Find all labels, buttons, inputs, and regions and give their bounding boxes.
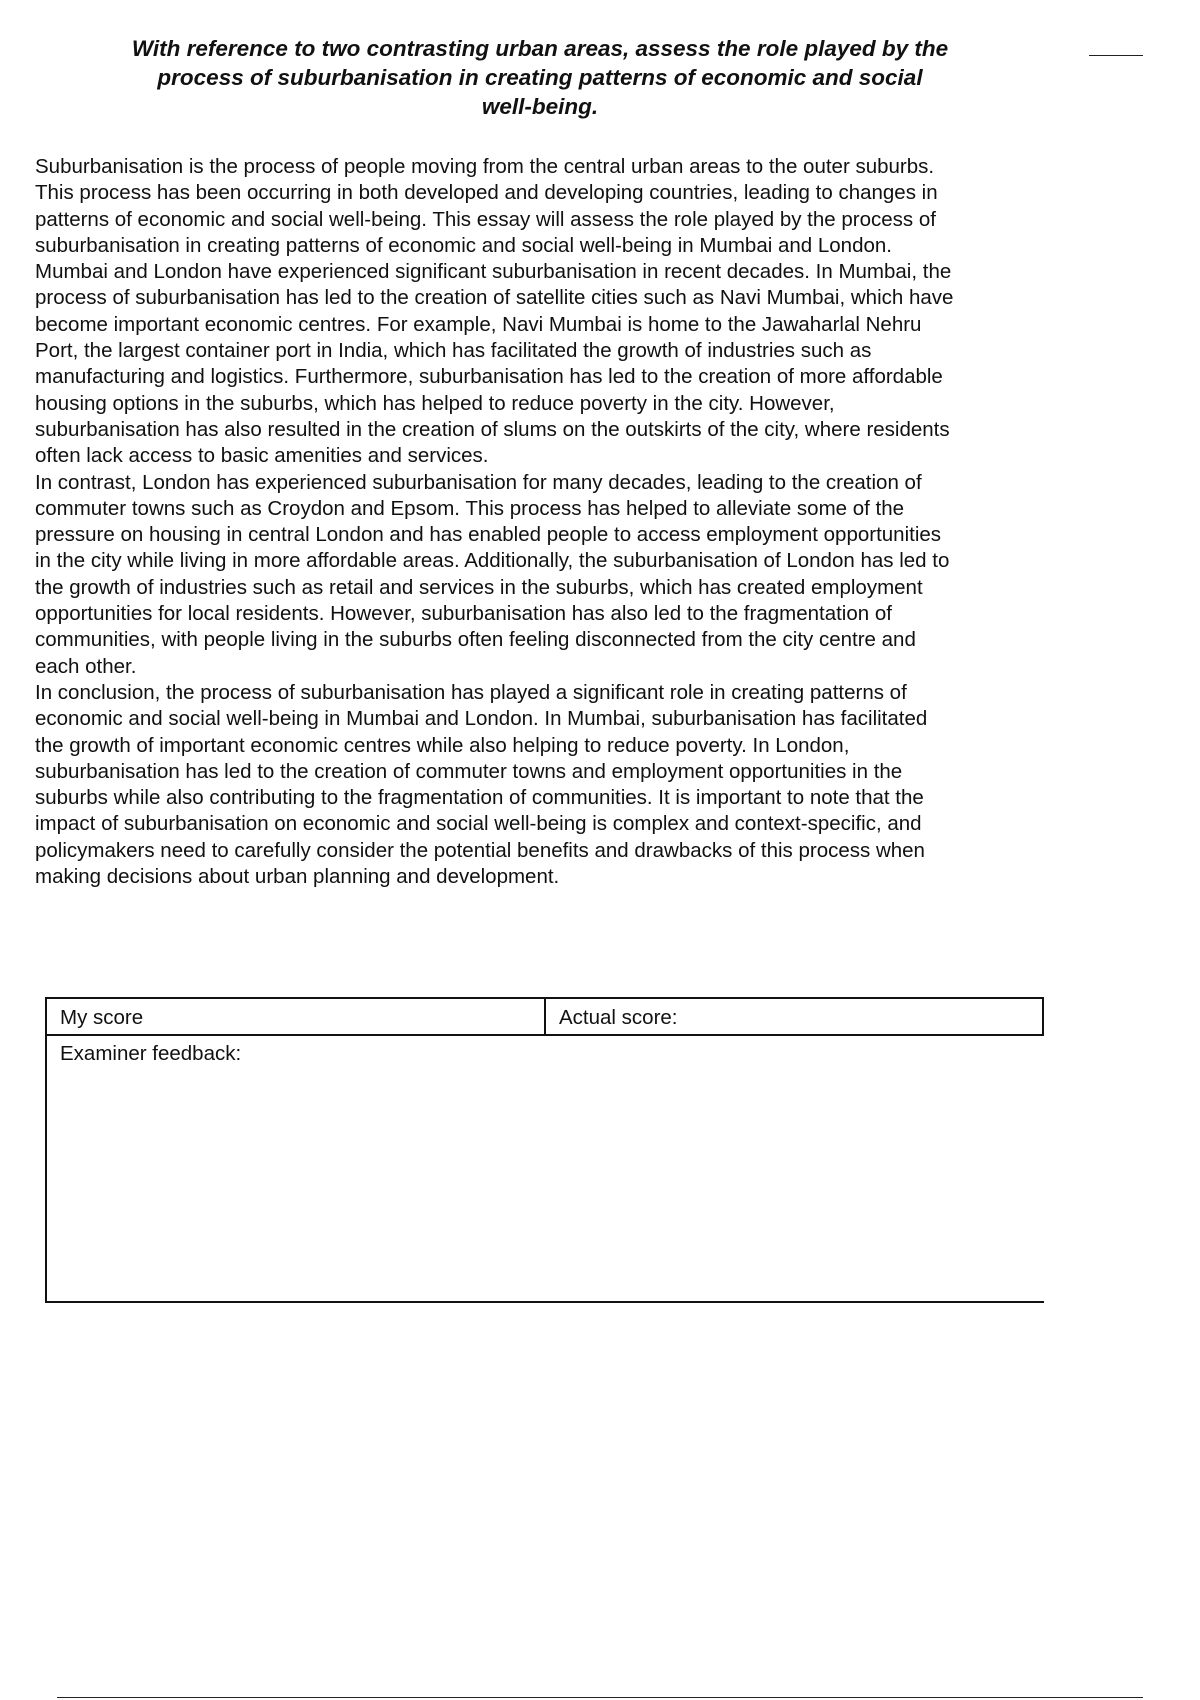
essay-paragraph-mumbai: Mumbai and London have experienced significant suburbanisation in recent decades. In Mumbai, the process of suburbanisation has led to the creation of satellite cities such as Navi Mumbai, which have become important economic centres. For example, Navi Mumbai is home to the Jawaharlal Nehru Port, the largest container port in India, which has facilitated the growth of industries such as manufacturing and logistics. Furthermore, suburbanisation has led to the creation of more affordable housing options in the suburbs, which has helped to reduce poverty in the city. However, suburbanisation has also resulted in the creation of slums on the outskirts of the city, where residents often lack access to basic amenities and services. [35,260,954,468]
my-score-cell[interactable]: My score [47,999,546,1034]
actual-score-cell[interactable]: Actual score: [559,1006,678,1029]
essay-paragraph-conclusion: In conclusion, the process of suburbanisation has played a significant role in creating patterns of economic and social well-being in Mumbai and London. In Mumbai, suburbanisation has facilitated the growth of important economic centres while also helping to reduce poverty. In London, suburbanisation has led to the creation of commuter towns and employment opportunities in the suburbs while also contributing to the fragmentation of communities. It is important to note that the impact of suburbanisation on economic and social well-being is complex and context-specific, and policymakers need to carefully consider the potential benefits and drawbacks of this process when making decisions about urban planning and development. [35,680,928,889]
essay-paragraph-london: In contrast, London has experienced suburbanisation for many decades, leading to the creation of commuter towns such as Croydon and Epsom. This process has helped to alleviate some of the pressure on housing in central London and has enabled people to access employment opportunities in the city while living in more affordable areas. Additionally, the suburbanisation of London has led to the growth of industries such as retail and services in the suburbs, which has created employment opportunities for local residents. However, suburbanisation has also led to the fragmentation of communities, with people living in the suburbs often feeling disconnected from the city centre and each other. [35,470,950,678]
essay-question-title: With reference to two contrasting urban areas, assess the role played by the process of suburbanisation in creating patterns of economic and social well-being. [131,36,949,119]
bottom-rule [57,1697,1143,1698]
essay-paragraph-introduction: Suburbanisation is the process of people moving from the central urban areas to the outer suburbs. This process has been occurring in both developed and developing countries, leading to changes in patterns of economic and social well-being. This essay will assess the role played by the process of suburbanisation in creating patterns of economic and social well-being in Mumbai and London. [35,155,938,257]
score-table [45,997,1044,1303]
examiner-feedback-box[interactable] [45,1036,1044,1303]
score-row [45,997,1044,1036]
examiner-feedback-label: Examiner feedback: [60,1042,242,1065]
top-right-rule [1089,55,1143,56]
essay-body [35,154,960,890]
